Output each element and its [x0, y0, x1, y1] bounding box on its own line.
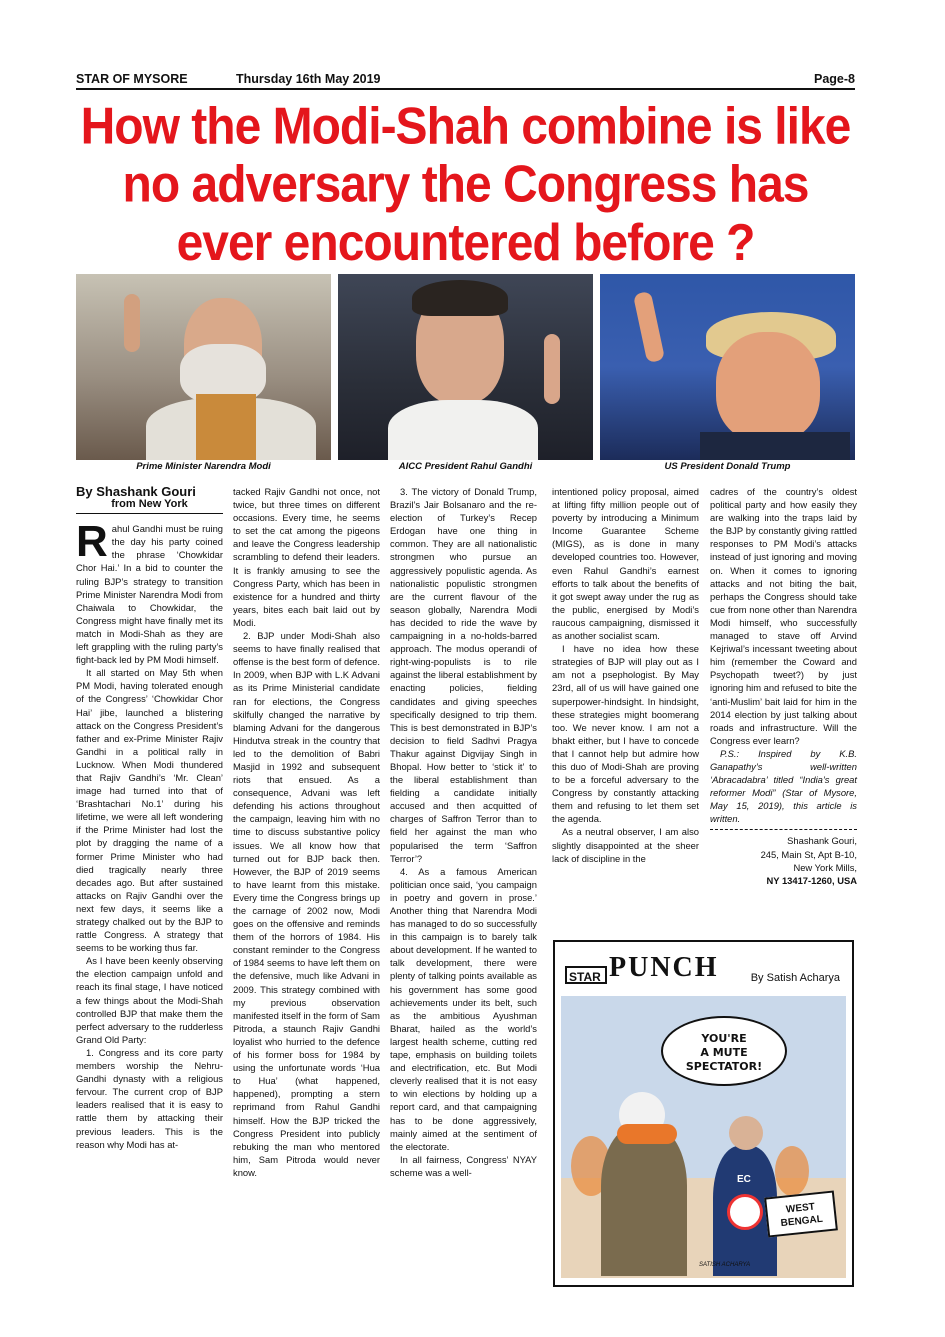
article-paragraph: 3. The victory of Donald Trump, Brazil’s Jair Bolsanaro and the re-election of Turkey’s Recep Erdogan have one thing in common. They are all nationalistic strongmen who pursue an aggressively populistic agenda. As nationalistic populistic strongmen are the current flavour of the season globally, Narendra Modi has decided to ride the wave by campaigning in a no-holds-barred approach. The modus operandi of right-wing-populists is to rile against the liberal establishment by enacting policies, fielding candidates and giving speeches specifically designed to trip them. This is best demonstrated in BJP’s decision to field Sadhvi Pragya Thakur against Digvijay Singh in Bhopal. How better to ‘stick it’ to the liberal establishment than fielding a candidate initially accused and then acquitted of charges of Saffron Terror than to field her against the man who popularised the term ‘Saffron Terror’? — [390, 486, 537, 864]
article-column-2 — [233, 485, 380, 1179]
article-column-1 — [76, 485, 223, 1151]
ec-badge: EC — [737, 1174, 751, 1185]
masthead — [76, 70, 855, 90]
divider — [710, 829, 857, 830]
headline-line-3: ever encountered before ? — [176, 214, 755, 272]
article-paragraph: Rahul Gandhi must be ruing the day his party coined the phrase ‘Chowkidar Chor Hai.’ In a bid to counter the ruling BJP’s strategy to transition Prime Minister Narendra Modi from Chaiwala to Chowkidar, the Congress might have finally met its match in Modi-Shah as they are left grappling with the ruling party’s fight-back led by PM Modi himself. — [76, 517, 223, 666]
speech-bubble: YOU'RE A MUTE SPECTATOR! — [661, 1016, 787, 1086]
headline-line-1: How the Modi-Shah combine is like — [80, 98, 851, 156]
article-paragraph: As I have been keenly observing the election campaign unfold and reach its final stage, I have noticed a few things about the Modi-Shah controlled BJP that make them the perfect adversary to the rudderless Grand Old Party: — [76, 955, 223, 1045]
author-address-line: 245, Main St, Apt B-10, — [760, 848, 857, 860]
article-paragraph: It all started on May 5th when PM Modi, having tolerated enough of the Congress’ ‘Chowkidar Chor Hai’ jibe, launched a blistering attack on the Congress President’s father and ex-Prime Minister Rajiv Gandhi in a political rally in Lucknow. When Modi thundered that Rajiv Gandhi’s ‘Mr. Clean’ image had turned into that of ‘Brashtachari No.1’ during his lifetime, we were all left wondering if the Prime Minister had lost the plot by dragging the name of a former Prime Minister who had died tragically nearly three decades ago. But after sustained attacks on Rajiv Gandhi over the next few days, it seems like a strategy chalked out by the BJP to rattle Congress. A strategy that seems to be working thus far. — [76, 667, 223, 954]
article-paragraph: 4. As a famous American politician once said, ‘you campaign in poetry and govern in prose.’ Another thing that Narendra Modi has managed to do so successfully in this campaign is to barely talk about development. If he wanted to talk development, there were plenty of talking points available as his government has some good achievements under its belt, such as the ambitious Ayushman Bharat, hailed as the world’s largest health scheme, cutting red tape, emphasis on building toilets and electrification, etc. But Modi cleverly realised that it is not easy to win elections by holding up a report card, and that campaigning has to be done aggressively, mainly aimed at the sentiment of the electorate. — [390, 865, 537, 1152]
article-column-4 — [552, 485, 699, 865]
article-column-5 — [710, 485, 857, 887]
photo-caption-modi: Prime Minister Narendra Modi — [136, 461, 271, 472]
article-paragraph: 2. BJP under Modi-Shah also seems to have finally realised that offense is the best form of defence. In 2009, when BJP with L.K Advani as its Prime Ministerial candidate ran for elections, the Congress skilfully changed the narrative by blaming Advani for the dangerous Hindutva streak in the country that led to the demolition of Babri Masjid in 1992 and subsequent riots that ensued. As a consequence, Advani was left defending his actions throughout the campaign, leaving him with no time to discuss substantive policy issues. We all know how that turned out for BJP back then. However, the BJP of 2019 seems to have learnt from this mistake. Every time the Congress brings up the carnage of 2002 now, Modi goes on the offensive and reminds them of the horrors of 1984. His constant reminder to the Congress of 1984 seems to have left them on the defensive, much like Advani in 2009. This strategy combined with my previous observation manifested itself in the form of Sam Pitroda, a staunch Rajiv Gandhi loyalist who hurried to the defence of his former boss for 1984 by using the unfortunate words ‘Hua to Hua’ (what happened, happened), prompting a stern reprimand from Rahul Gandhi himself. How the BJP tricked the Congress President into publicly rebuking the man who mentored him, Sam Pitroda would never know. — [233, 630, 380, 1178]
author-address-line: NY 13417-1260, USA — [766, 874, 857, 886]
postscript: P.S.: Inspired by K.B. Ganapathy’s well-written ‘Abracadabra’ titled “India’s great reformer Modi” (Star of Mysore, May 15, 2019), this article is written. — [710, 747, 857, 825]
article-paragraph: cadres of the country’s oldest political party and how easily they are walking into the traps laid by the BJP by constantly giving rattled responses to PM Modi’s attacks instead of just ignoring and moving on. When it comes to ignoring attacks and not biting the bait, perhaps the Congress should take cue from none other than Narendra Modi himself, who successfully managed to stave off Arvind Kejriwal’s incessant tweeting about him (remember the Coward and Psychopath tweet?) by just ignoring him and refused to bite the ‘anti-Muslim’ bait laid for him in the 2014 election by just talking about roads and infrastructure. Will the Congress ever learn? — [710, 486, 857, 746]
headline — [76, 98, 855, 273]
headline-line-2: no adversary the Congress has — [122, 156, 809, 214]
cartoonist-signature: SATISH ACHARYA — [699, 1262, 751, 1268]
photo-modi — [76, 274, 331, 460]
article-paragraph: I have no idea how these strategies of BJP will play out as I am not a psephologist. By May 23rd, all of us will have gained one superpower-hindsight. In hindsight, these strategies might boomerang too. We never know. I am not a bhakt either, but I have to concede that I cannot help but admire how this duo of Modi-Shah are proving to be a forceful adversary to the Congress by constantly attacking them and refusing to let them set the agenda. — [552, 643, 699, 825]
modi-figure — [601, 1126, 687, 1276]
cartoon-header — [555, 942, 852, 990]
issue-date: Thursday 16th May 2019 — [236, 72, 381, 86]
article-paragraph: tacked Rajiv Gandhi not once, not twice, but three times on different occasions. Every time, he seems to set the cat among the pigeons and leave the Congress leadership scrambling to defend their leaders. It is frankly amusing to see the Congress Party, which has been in existence for a hundred and thirty years, bites each bait laid out by Modi. — [233, 486, 380, 628]
author-address-line: New York Mills, — [793, 861, 857, 873]
photo-caption-rahul-gandhi: AICC President Rahul Gandhi — [398, 461, 533, 472]
author-name: Shashank Gouri, — [787, 835, 857, 847]
cartoon-illustration — [561, 996, 846, 1278]
photo-caption-trump: US President Donald Trump — [664, 461, 791, 472]
mute-icon — [727, 1194, 763, 1230]
byline: By Shashank Gouri — [76, 484, 196, 499]
cartoon-title: PUNCH — [609, 952, 719, 983]
article-paragraph: 1. Congress and its core party members worship the Nehru-Gandhi dynasty with a religious fervour. The current crop of BJP leaders realised that it is easy to rattle them by attacking their previous leaders. This is the reason why Modi has at- — [76, 1046, 223, 1150]
star-punch-cartoon — [553, 940, 854, 1287]
west-bengal-sign: WEST BENGAL — [764, 1190, 838, 1237]
drop-cap: R — [76, 517, 108, 567]
photo-rahul-gandhi — [338, 274, 593, 460]
article-column-3 — [390, 485, 537, 1179]
cartoonist-byline: By Satish Acharya — [750, 972, 840, 984]
article-paragraph: intentioned policy proposal, aimed at lifting fifty million people out of poverty by introducing a Minimum Income Guarantee Scheme (MIGS), as is done in many developed countries too. However, even Rahul Gandhi’s earnest efforts to talk about the benefits of it got swept away under the rug as the public, energised by Modi’s raucous campaigning, dismissed it as another socialist scam. — [552, 486, 699, 642]
page-number: Page-8 — [814, 72, 855, 86]
cartoon-star-label: STAR — [569, 970, 601, 984]
article-paragraph: As a neutral observer, I am also slightly disappointed at the sheer lack of discipline in the — [552, 826, 699, 864]
photo-donald-trump — [600, 274, 855, 460]
byline-location: from New York — [76, 498, 223, 514]
article-paragraph: In all fairness, Congress’ NYAY scheme was a well- — [390, 1153, 537, 1178]
publication-name: STAR OF MYSORE — [76, 72, 188, 86]
